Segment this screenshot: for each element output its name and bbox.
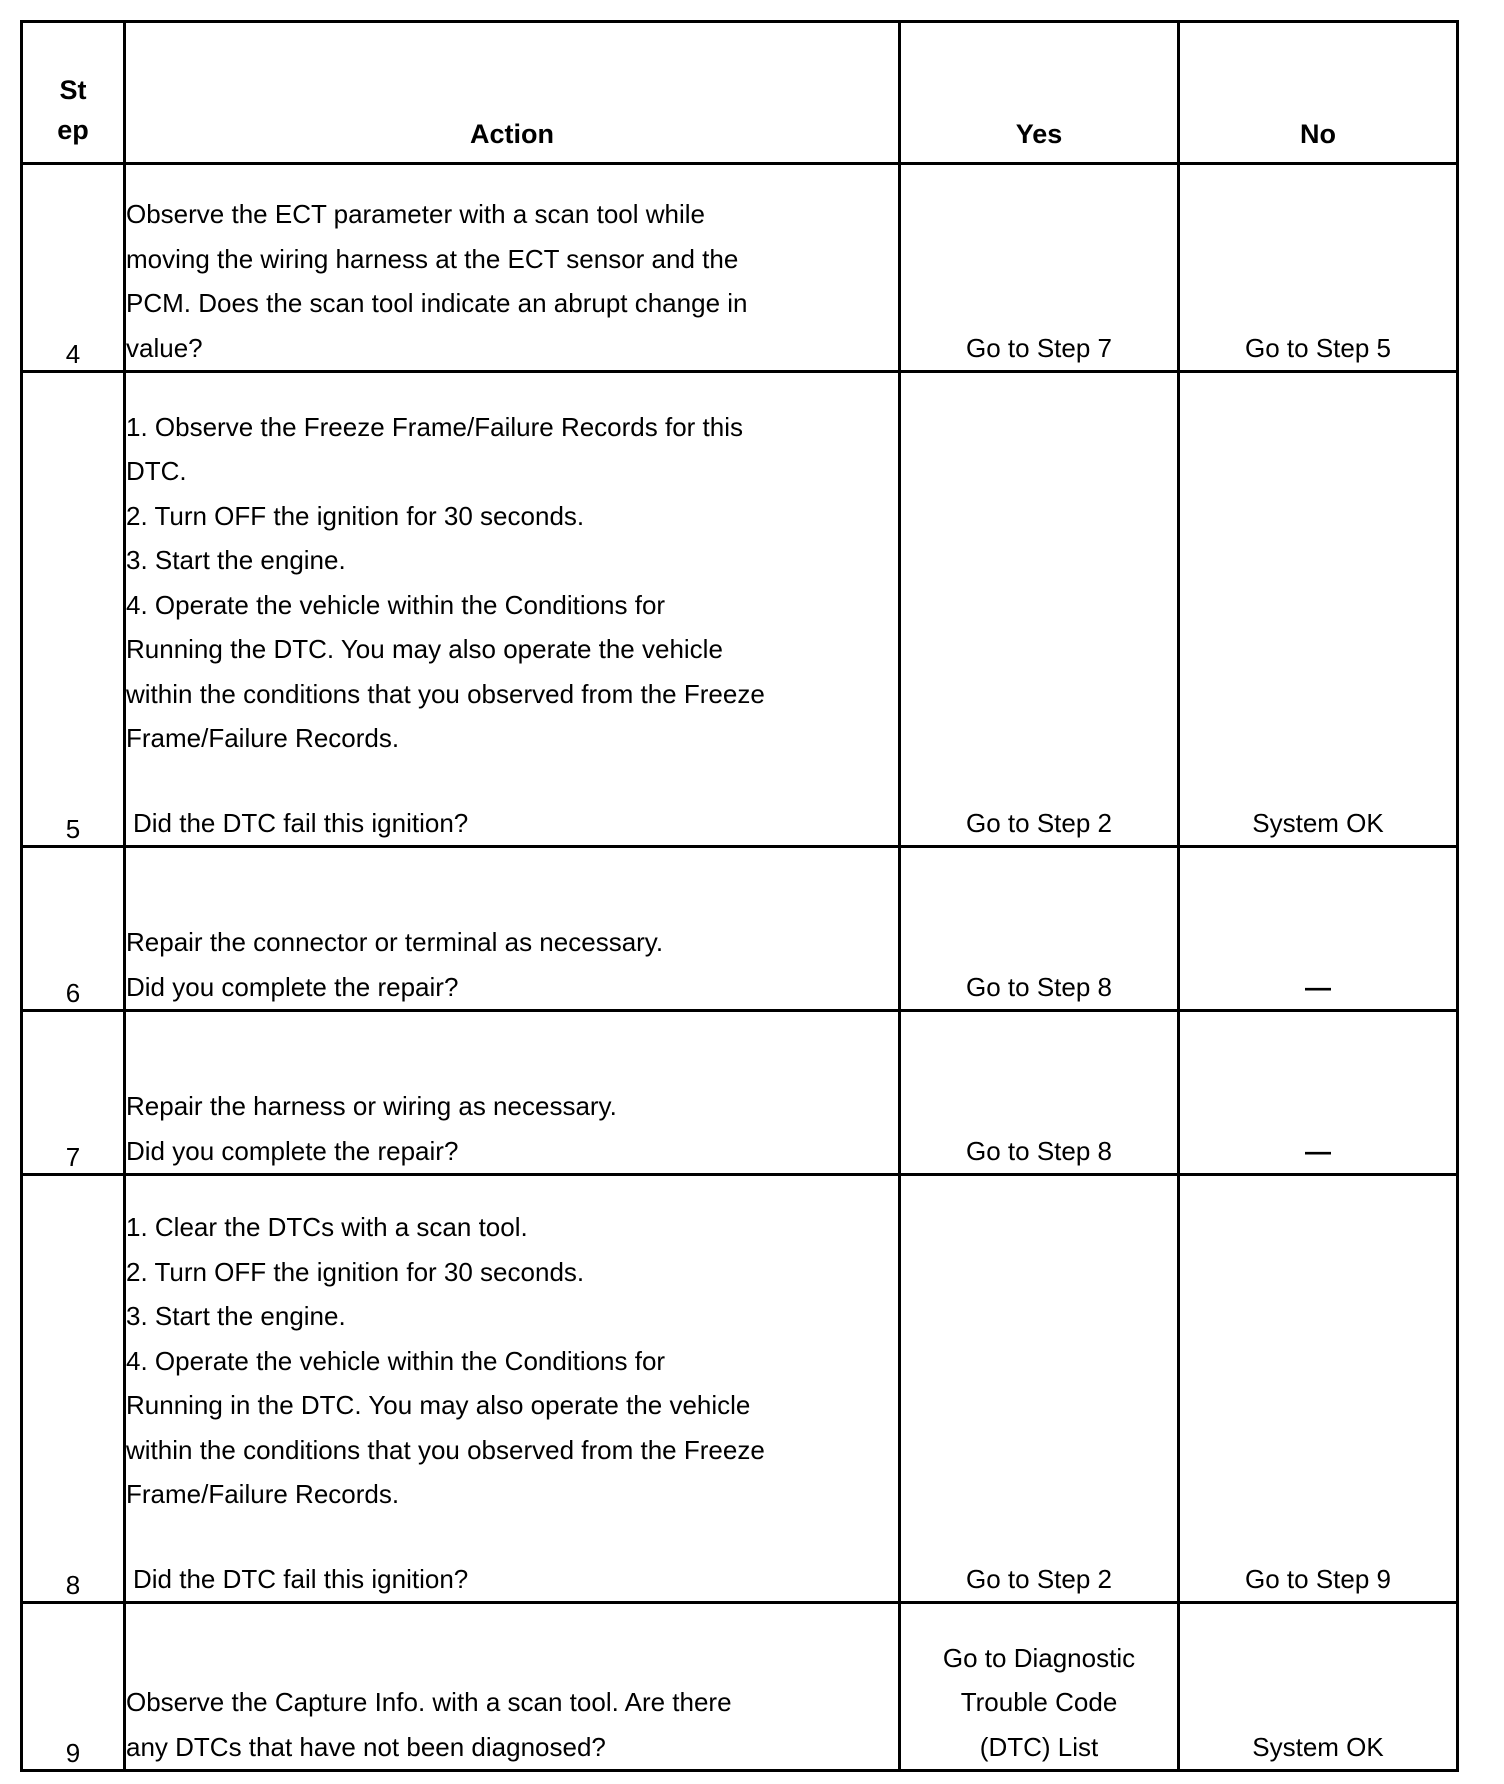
yes-line: Trouble Code bbox=[960, 1687, 1118, 1717]
step-number: 4 bbox=[22, 164, 125, 372]
action-cell bbox=[125, 372, 900, 847]
table-row bbox=[22, 164, 1458, 372]
no-cell: Go to Step 5 bbox=[1179, 164, 1458, 372]
action-line: 2. Turn OFF the ignition for 30 seconds. bbox=[126, 1256, 585, 1287]
action-line: within the conditions that you observed from the Freeze bbox=[126, 1434, 765, 1465]
yes-cell: Go to Step 2 bbox=[900, 1175, 1179, 1603]
yes-cell: Go to Step 8 bbox=[900, 847, 1179, 1011]
table-row bbox=[22, 1011, 1458, 1175]
yes-cell: Go to Step 2 bbox=[900, 372, 1179, 847]
action-cell bbox=[125, 847, 900, 1011]
table-row bbox=[22, 847, 1458, 1011]
action-line: PCM. Does the scan tool indicate an abrupt change in bbox=[126, 288, 748, 318]
action-cell bbox=[125, 164, 900, 372]
header-no: No bbox=[1179, 22, 1458, 164]
action-line: Repair the connector or terminal as necessary. bbox=[126, 927, 664, 957]
action-line: Running the DTC. You may also operate the vehicle bbox=[126, 634, 723, 664]
action-line: within the conditions that you observed from the Freeze bbox=[126, 678, 765, 709]
header-row bbox=[22, 22, 1458, 164]
yes-line: (DTC) List bbox=[979, 1731, 1099, 1762]
no-cell bbox=[1179, 847, 1458, 1011]
no-cell: Go to Step 9 bbox=[1179, 1175, 1458, 1603]
step-number: 8 bbox=[22, 1175, 125, 1603]
action-line: 3. Start the engine. bbox=[126, 545, 346, 575]
action-line: moving the wiring harness at the ECT sensor and the bbox=[126, 243, 739, 274]
dash-icon: — bbox=[1305, 971, 1331, 1002]
action-line: 2. Turn OFF the ignition for 30 seconds. bbox=[126, 500, 585, 531]
action-cell bbox=[125, 1175, 900, 1603]
yes-cell: Go to Step 7 bbox=[900, 164, 1179, 372]
action-line: value? bbox=[126, 332, 203, 363]
header-step bbox=[22, 22, 125, 164]
no-cell: System OK bbox=[1179, 372, 1458, 847]
action-line: Frame/Failure Records. bbox=[126, 723, 400, 753]
action-line: Frame/Failure Records. bbox=[126, 1479, 400, 1509]
header-action: Action bbox=[125, 22, 900, 164]
step-number: 5 bbox=[22, 372, 125, 847]
action-line: Observe the ECT parameter with a scan tool while bbox=[126, 199, 706, 229]
no-cell bbox=[1179, 1011, 1458, 1175]
diagnostic-table bbox=[20, 20, 1459, 1772]
action-cell bbox=[125, 1011, 900, 1175]
action-line: DTC. bbox=[126, 456, 187, 486]
action-line: Observe the Capture Info. with a scan tool. Are there bbox=[126, 1687, 732, 1717]
yes-cell bbox=[900, 1603, 1179, 1771]
action-line: Did you complete the repair? bbox=[126, 1135, 459, 1166]
step-number: 6 bbox=[22, 847, 125, 1011]
table-row bbox=[22, 372, 1458, 847]
action-line: Running in the DTC. You may also operate the vehicle bbox=[126, 1390, 751, 1420]
step-number: 9 bbox=[22, 1603, 125, 1771]
action-line: 1. Clear the DTCs with a scan tool. bbox=[126, 1212, 528, 1242]
action-line: 4. Operate the vehicle within the Conditions for bbox=[126, 589, 666, 620]
table-row bbox=[22, 1175, 1458, 1603]
header-step-line: ep bbox=[57, 115, 89, 145]
header-step-line: St bbox=[59, 75, 87, 105]
table-row bbox=[22, 1603, 1458, 1771]
dash-icon: — bbox=[1305, 1135, 1331, 1166]
no-cell: System OK bbox=[1179, 1603, 1458, 1771]
action-question: Did the DTC fail this ignition? bbox=[133, 807, 469, 838]
action-line: any DTCs that have not been diagnosed? bbox=[126, 1731, 606, 1762]
action-cell bbox=[125, 1603, 900, 1771]
yes-cell: Go to Step 8 bbox=[900, 1011, 1179, 1175]
action-line: 1. Observe the Freeze Frame/Failure Records for this bbox=[126, 411, 744, 442]
step-number: 7 bbox=[22, 1011, 125, 1175]
header-yes: Yes bbox=[900, 22, 1179, 164]
action-question: Did the DTC fail this ignition? bbox=[133, 1563, 469, 1594]
action-line: 4. Operate the vehicle within the Conditions for bbox=[126, 1345, 666, 1376]
action-line: Repair the harness or wiring as necessary. bbox=[126, 1091, 617, 1121]
yes-line: Go to Diagnostic bbox=[942, 1642, 1136, 1673]
action-line: 3. Start the engine. bbox=[126, 1301, 346, 1331]
action-line: Did you complete the repair? bbox=[126, 971, 459, 1002]
